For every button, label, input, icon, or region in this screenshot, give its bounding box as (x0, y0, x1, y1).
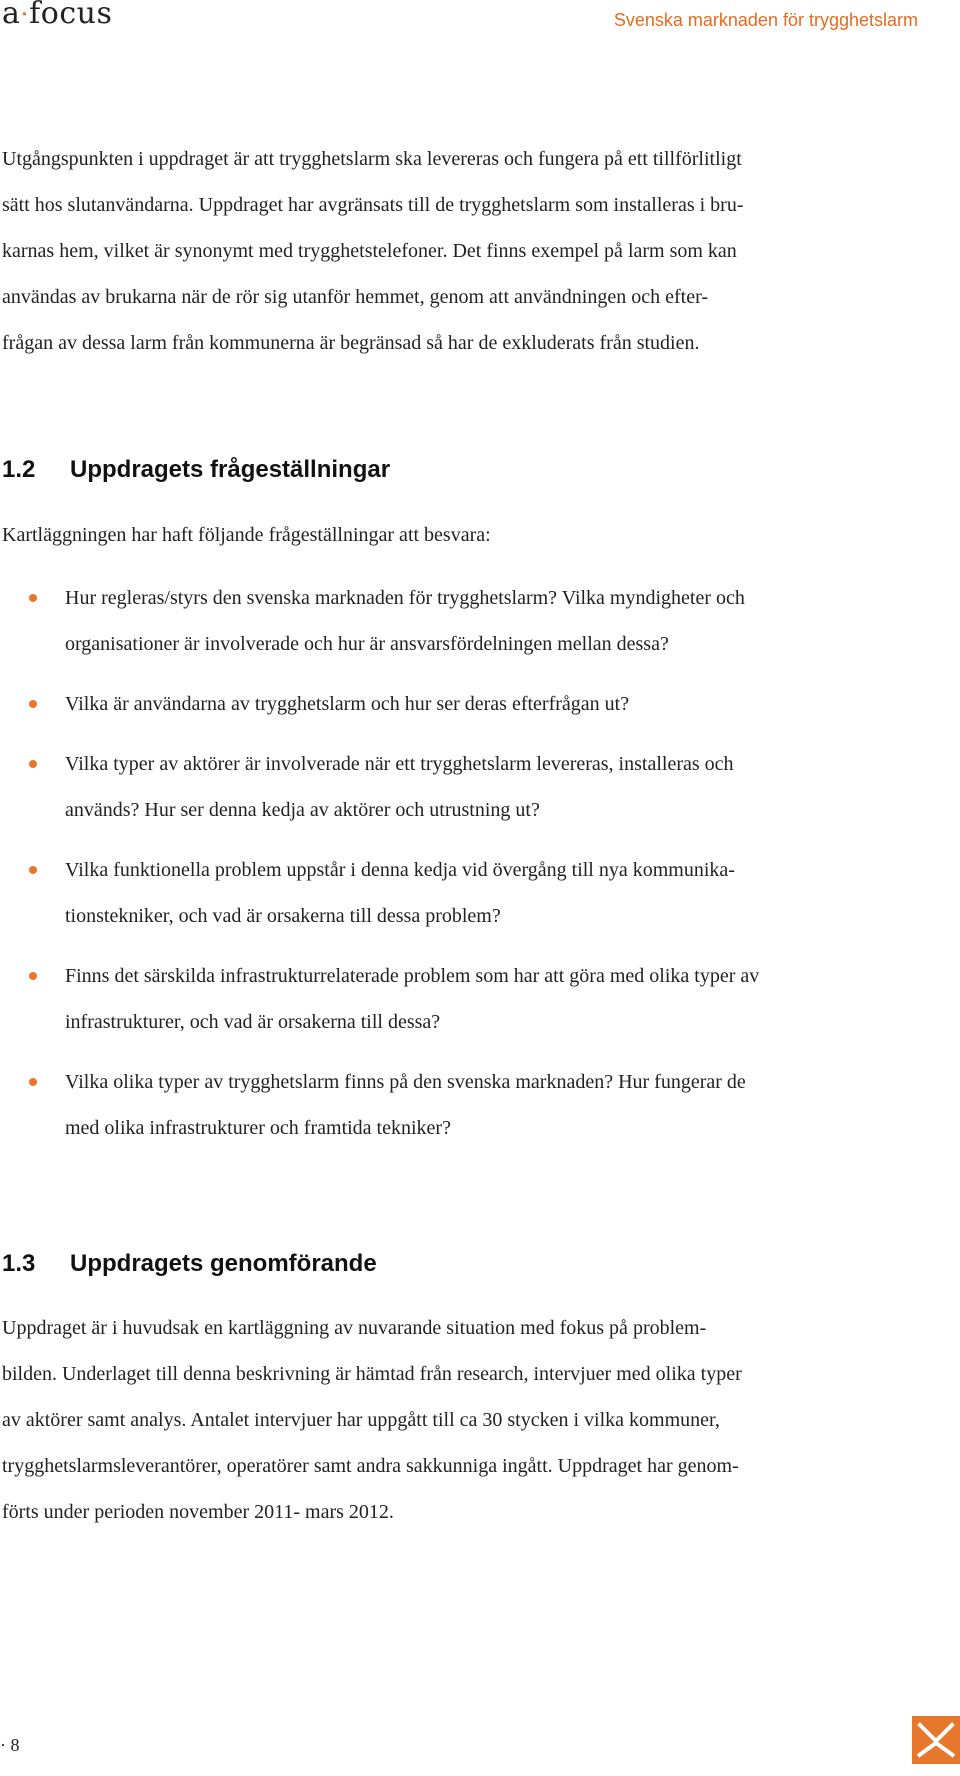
page-number: · 8 (0, 1735, 20, 1755)
bullet-icon (29, 700, 37, 708)
paragraph-line: trygghetslarmsleverantörer, operatörer samt andra sakkunniga ingått. Uppdraget har genom- (2, 1455, 739, 1477)
list-item (0, 1059, 940, 1151)
list-item-line: Hur regleras/styrs den svenska marknaden för trygghetslarm? Vilka myndigheter och (65, 587, 745, 609)
list-item (0, 953, 940, 1045)
paragraph-line: Uppdraget är i huvudsak en kartläggning av nuvarande situation med fokus på problem- (2, 1317, 707, 1339)
bullet-icon (29, 866, 37, 874)
logo-letter-a: a (2, 0, 21, 31)
logo-dot: · (20, 0, 30, 30)
afocus-corner-logo-icon (912, 1716, 960, 1764)
section-number: 1.2 (2, 456, 36, 483)
section-title: Uppdragets genomförande (70, 1250, 377, 1277)
bullet-icon (29, 1078, 37, 1086)
paragraph-line: karnas hem, vilket är synonymt med trygghetstelefoner. Det finns exempel på larm som kan (2, 240, 737, 262)
bullet-icon (29, 972, 37, 980)
list-item (0, 847, 940, 939)
section-number: 1.3 (2, 1250, 36, 1277)
intro-paragraph (2, 136, 937, 366)
list-item (0, 681, 940, 727)
list-item-line: Vilka olika typer av trygghetslarm finns på den svenska marknaden? Hur fungerar de (65, 1071, 746, 1093)
section-heading-1-2 (2, 456, 390, 484)
list-item (0, 741, 940, 833)
list-item-line: Finns det särskilda infrastrukturrelaterade problem som har att göra med olika typer av (65, 965, 760, 987)
paragraph-line: frågan av dessa larm från kommunerna är begränsad så har de exkluderats från studien. (2, 332, 700, 354)
paragraph-line: av aktörer samt analys. Antalet intervjuer har uppgått till ca 30 stycken i vilka kommuner, (2, 1409, 720, 1431)
implementation-paragraph (2, 1305, 937, 1535)
questions-list (0, 575, 940, 1165)
list-item-line: tionstekniker, och vad är orsakerna till dessa problem? (65, 905, 501, 927)
bullet-icon (29, 760, 37, 768)
logo-word-focus: focus (29, 0, 113, 31)
section-title: Uppdragets frågeställningar (70, 456, 391, 483)
list-item-line: Vilka funktionella problem uppstår i denna kedja vid övergång till nya kommunika- (65, 859, 735, 881)
list-item (0, 575, 940, 667)
paragraph-line: sätt hos slutanvändarna. Uppdraget har avgränsats till de trygghetslarm som installeras i bru- (2, 194, 744, 216)
questions-intro: Kartläggningen har haft följande frågeställningar att besvara: (2, 524, 491, 546)
paragraph-line: förts under perioden november 2011- mars 2012. (2, 1501, 394, 1523)
list-item-line: Vilka typer av aktörer är involverade när ett trygghetslarm levereras, installeras och (65, 753, 734, 775)
list-item-line: används? Hur ser denna kedja av aktörer och utrustning ut? (65, 799, 540, 821)
list-item-line: med olika infrastrukturer och framtida tekniker? (65, 1117, 451, 1139)
list-item-line: organisationer är involverade och hur är ansvarsfördelningen mellan dessa? (65, 633, 669, 655)
section-heading-1-3 (2, 1250, 377, 1278)
paragraph-line: Utgångspunkten i uppdraget är att trygghetslarm ska levereras och fungera på ett tillförlitligt (2, 148, 742, 170)
list-item-line: Vilka är användarna av trygghetslarm och hur ser deras efterfrågan ut? (65, 693, 630, 715)
afocus-logo (2, 0, 112, 31)
paragraph-line: bilden. Underlaget till denna beskrivning är hämtad från research, intervjuer med olika typer (2, 1363, 742, 1385)
list-item-line: infrastrukturer, och vad är orsakerna till dessa? (65, 1011, 441, 1033)
bullet-icon (29, 594, 37, 602)
running-header-title: Svenska marknaden för trygghetslarm (613, 10, 918, 30)
paragraph-line: användas av brukarna när de rör sig utanför hemmet, genom att användningen och efter- (2, 286, 708, 308)
